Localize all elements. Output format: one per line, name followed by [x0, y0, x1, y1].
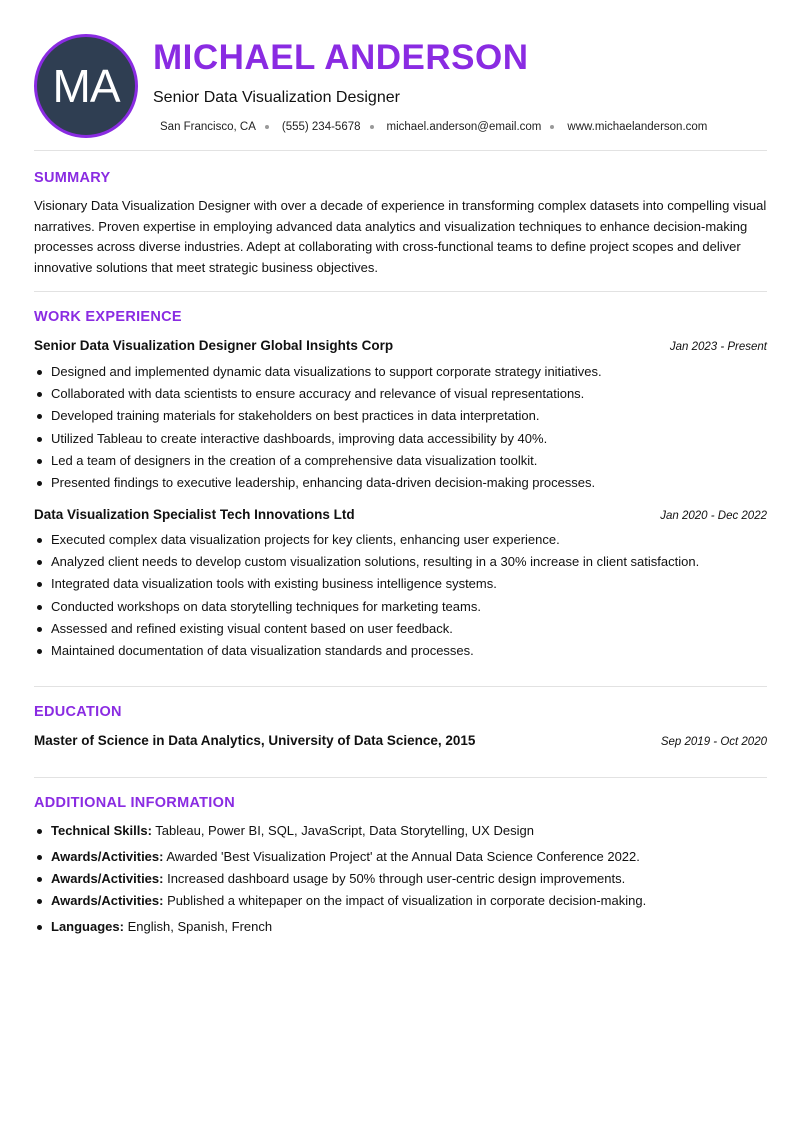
education-degree: Master of Science in Data Analytics, University of Data Science, 2015	[34, 733, 476, 748]
info-value: Published a whitepaper on the impact of visualization in corporate decision-making.	[163, 893, 647, 908]
job-bullet: Integrated data visualization tools with existing business intelligence systems.	[34, 573, 774, 595]
contact-phone: (555) 234-5678	[281, 121, 361, 133]
contact-email: michael.anderson@email.com	[386, 121, 542, 133]
separator-dot-icon	[265, 125, 269, 129]
job-bullet: Designed and implemented dynamic data visualizations to support corporate strategy initiatives.	[34, 361, 774, 383]
separator-dot-icon	[370, 125, 374, 129]
job-role-company: Senior Data Visualization Designer Global Insights Corp	[34, 338, 394, 353]
job-bullet-list	[34, 529, 774, 662]
job-bullet: Executed complex data visualization projects for key clients, enhancing user experience.	[34, 529, 774, 551]
contact-location: San Francisco, CA	[160, 121, 256, 133]
avatar-initials: MA	[52, 60, 120, 112]
work-experience-heading: WORK EXPERIENCE	[34, 309, 182, 325]
candidate-name: MICHAEL ANDERSON	[153, 38, 529, 77]
education-heading: EDUCATION	[34, 704, 122, 720]
info-label: Languages:	[51, 919, 124, 934]
job-bullet: Presented findings to executive leadership, enhancing data-driven decision-making processes.	[34, 472, 774, 494]
info-value: English, Spanish, French	[123, 919, 273, 934]
job-dates: Jan 2023 - Present	[669, 341, 767, 353]
info-label: Awards/Activities:	[51, 893, 164, 908]
section-divider	[34, 150, 767, 151]
summary-heading: SUMMARY	[34, 170, 111, 186]
info-label: Awards/Activities:	[51, 871, 164, 886]
avatar	[34, 34, 138, 138]
job-role-company: Data Visualization Specialist Tech Innovations Ltd	[34, 507, 355, 522]
job-header	[34, 507, 767, 522]
additional-info-heading: ADDITIONAL INFORMATION	[34, 795, 235, 811]
summary-text: Visionary Data Visualization Designer with over a decade of experience in transforming complex datasets into compelling visual narratives. Proven expertise in employing advanced data analytics and visualization techniques to enhance decision-making processes across diverse industries. Adept at collaborating with cross-functional teams to define project scopes and deliver innovative solutions that meet strategic business objectives.	[34, 198, 767, 275]
job-bullet: Maintained documentation of data visualization standards and processes.	[34, 640, 774, 662]
education-entry	[34, 733, 767, 748]
education-dates: Sep 2019 - Oct 2020	[660, 736, 767, 748]
job-bullet-list	[34, 361, 774, 494]
job-bullet: Utilized Tableau to create interactive dashboards, improving data accessibility by 40%.	[34, 428, 774, 450]
info-value: Tableau, Power BI, SQL, JavaScript, Data Storytelling, UX Design	[151, 823, 534, 838]
info-label: Technical Skills:	[51, 823, 152, 838]
job-bullet: Analyzed client needs to develop custom visualization solutions, resulting in a 30% increase in client satisfaction.	[34, 551, 774, 573]
job-header	[34, 338, 767, 353]
info-label: Awards/Activities:	[51, 849, 164, 864]
info-value: Awarded 'Best Visualization Project' at the Annual Data Science Conference 2022.	[163, 849, 640, 864]
section-divider	[34, 777, 767, 778]
candidate-title: Senior Data Visualization Designer	[153, 89, 400, 106]
info-item	[34, 846, 774, 868]
job-bullet: Developed training materials for stakeholders on best practices in data interpretation.	[34, 405, 774, 427]
job-bullet: Led a team of designers in the creation of a comprehensive data visualization toolkit.	[34, 450, 774, 472]
info-item	[34, 890, 774, 912]
info-item	[34, 916, 774, 938]
additional-info-list	[34, 820, 774, 938]
section-divider	[34, 291, 767, 292]
job-bullet: Assessed and refined existing visual content based on user feedback.	[34, 618, 774, 640]
info-value: Increased dashboard usage by 50% through user-centric design improvements.	[163, 871, 626, 886]
job-dates: Jan 2020 - Dec 2022	[660, 510, 767, 522]
job-bullet: Conducted workshops on data storytelling techniques for marketing teams.	[34, 596, 774, 618]
job-bullet: Collaborated with data scientists to ensure accuracy and relevance of visual representations.	[34, 383, 774, 405]
info-item	[34, 868, 774, 890]
separator-dot-icon	[550, 125, 554, 129]
contact-website: www.michaelanderson.com	[567, 121, 708, 133]
info-item	[34, 820, 774, 842]
contact-row	[160, 121, 707, 133]
section-divider	[34, 686, 767, 687]
